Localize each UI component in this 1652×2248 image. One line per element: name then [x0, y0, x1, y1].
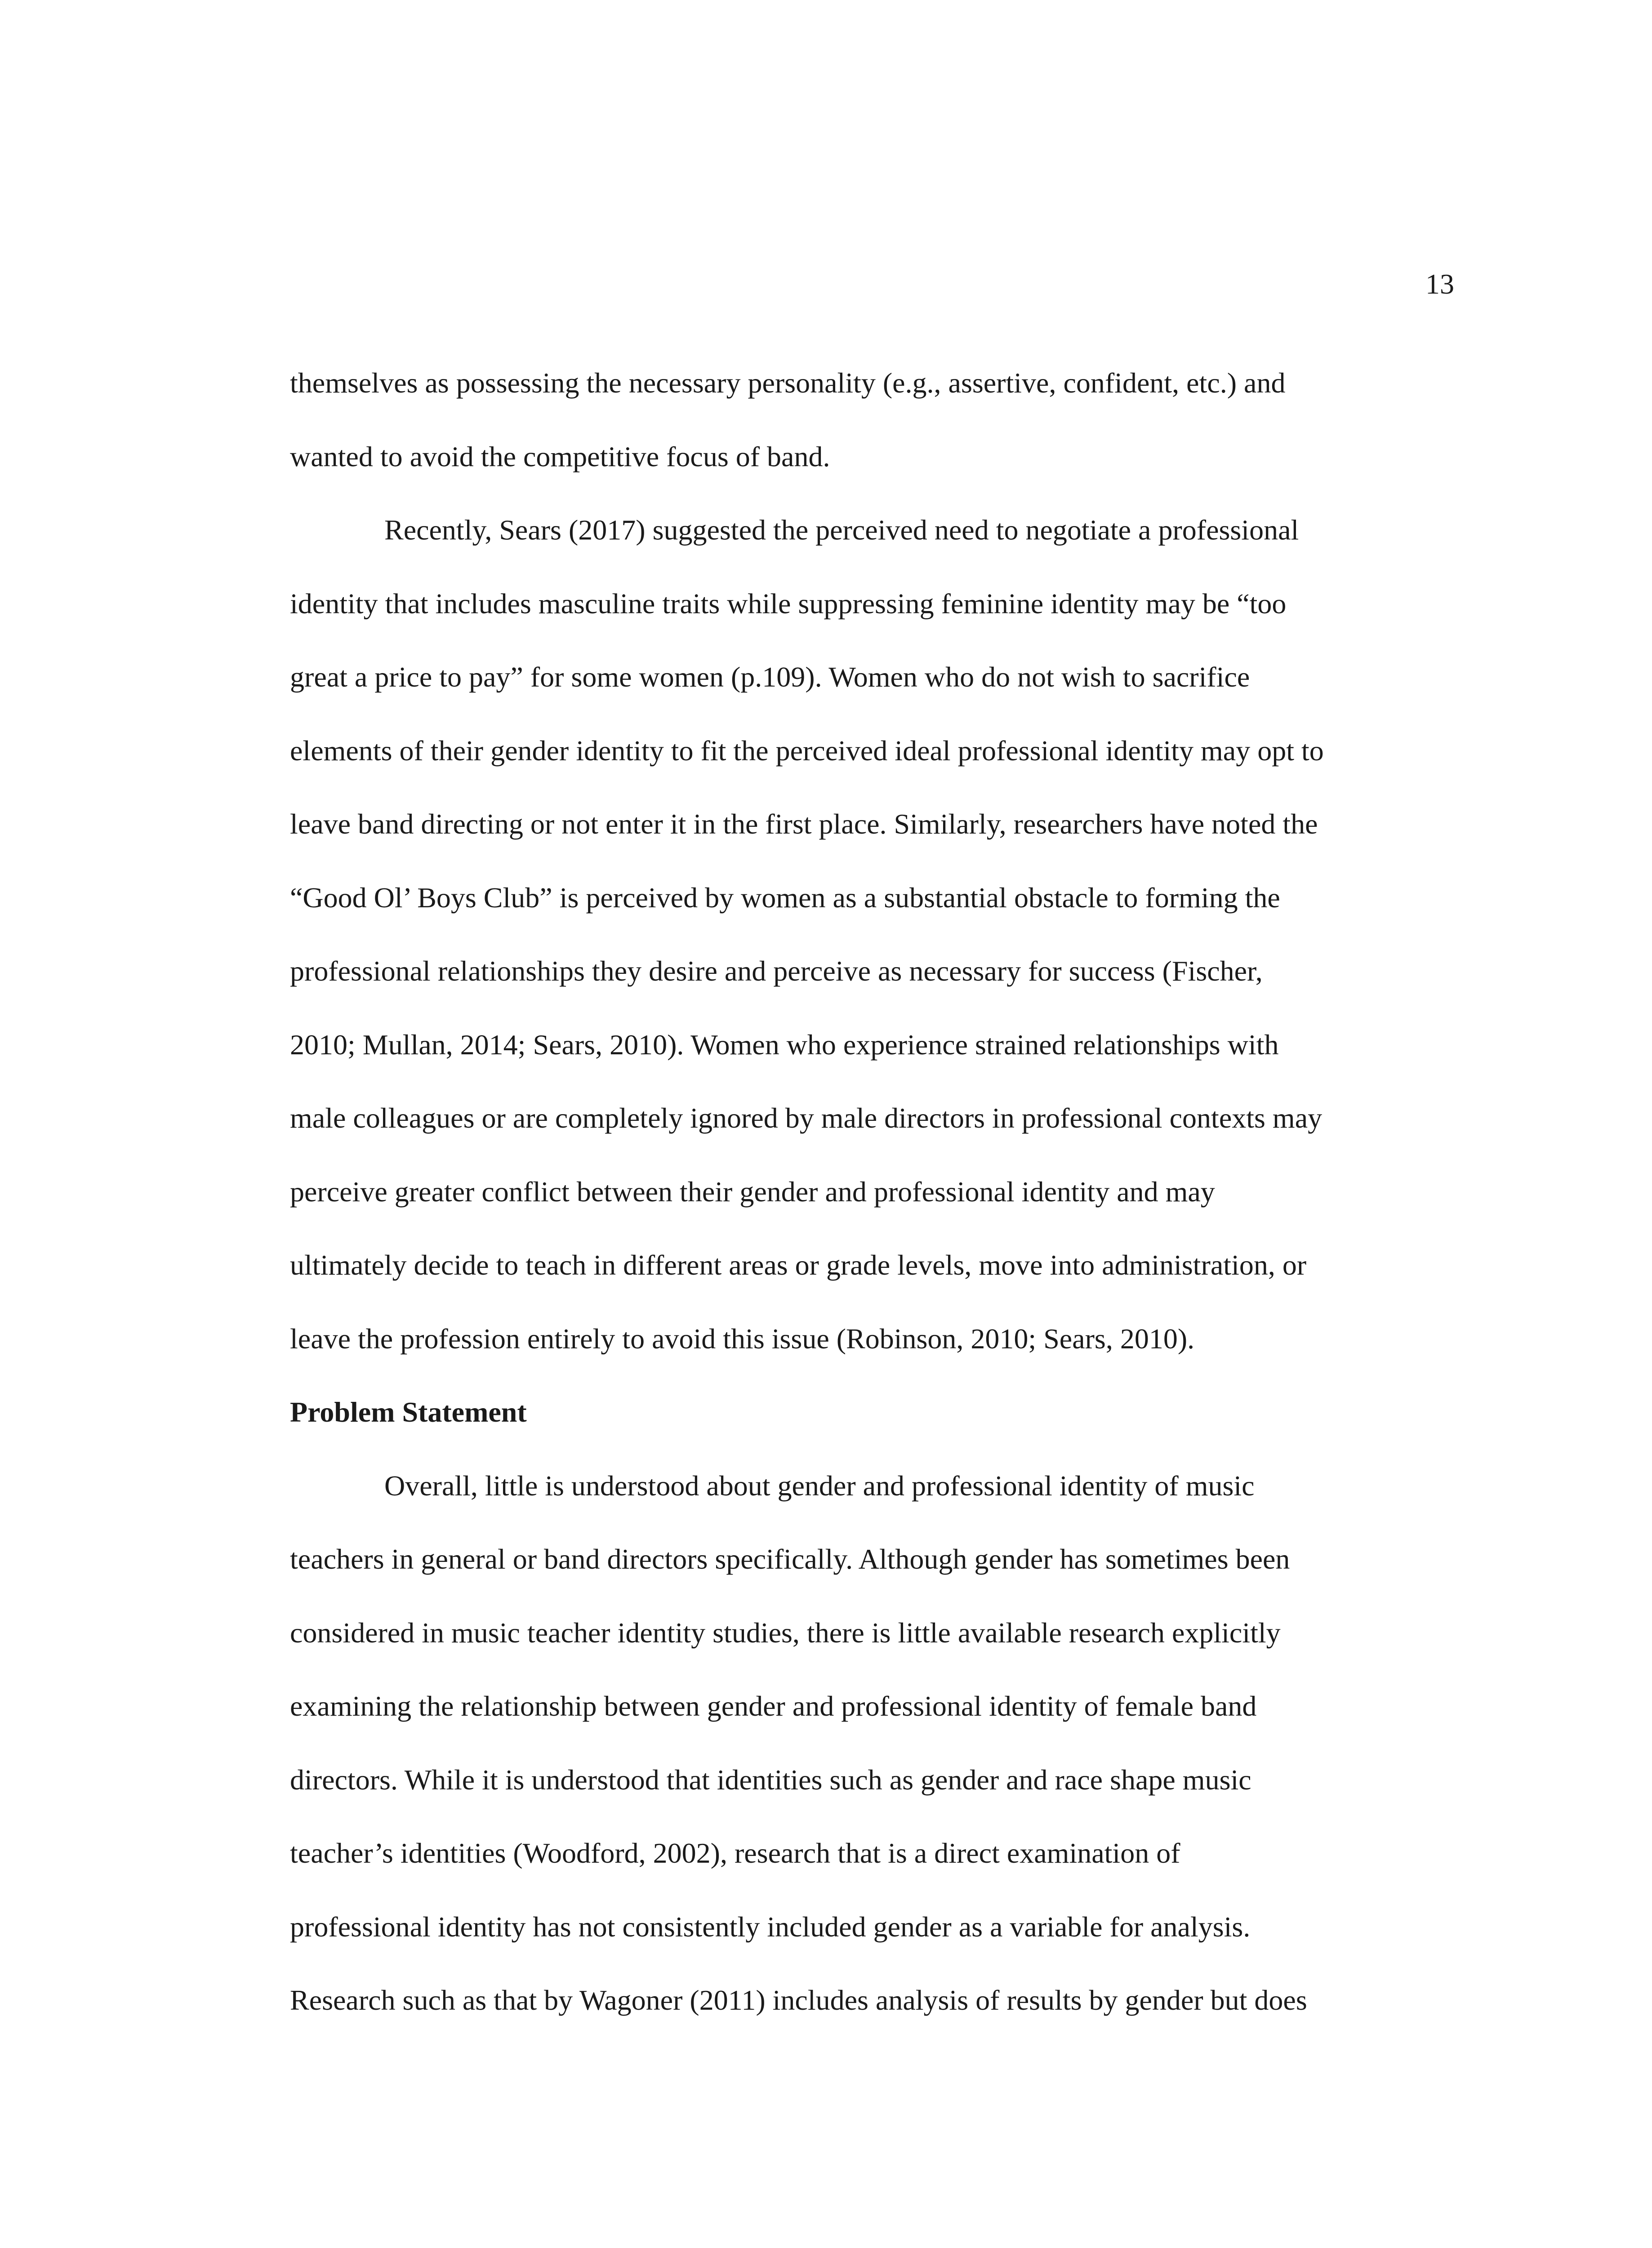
text-line: identity that includes masculine traits while suppressing feminine identity may be “too [290, 588, 1287, 620]
page-number: 13 [1425, 268, 1454, 300]
text-line: Recently, Sears (2017) suggested the perceived need to negotiate a professional [384, 514, 1299, 546]
text-line: great a price to pay” for some women (p.109). Women who do not wish to sacrifice [290, 661, 1250, 693]
section-heading: Problem Statement [290, 1396, 527, 1428]
text-line: perceive greater conflict between their gender and professional identity and may [290, 1176, 1215, 1208]
text-line: teacher’s identities (Woodford, 2002), research that is a direct examination of [290, 1837, 1180, 1869]
text-line: considered in music teacher identity studies, there is little available research explicitly [290, 1617, 1281, 1649]
text-line: leave the profession entirely to avoid this issue (Robinson, 2010; Sears, 2010). [290, 1323, 1195, 1355]
text-line: male colleagues or are completely ignored by male directors in professional contexts may [290, 1102, 1322, 1134]
text-line: ultimately decide to teach in different areas or grade levels, move into administration, or [290, 1249, 1307, 1281]
text-line: teachers in general or band directors specifically. Although gender has sometimes been [290, 1543, 1290, 1575]
text-line: examining the relationship between gender and professional identity of female band [290, 1690, 1257, 1722]
text-line: 2010; Mullan, 2014; Sears, 2010). Women who experience strained relationships with [290, 1029, 1279, 1061]
text-line: leave band directing or not enter it in the first place. Similarly, researchers have noted the [290, 808, 1318, 840]
text-line: elements of their gender identity to fit the perceived ideal professional identity may opt to [290, 735, 1324, 767]
text-line: Research such as that by Wagoner (2011) includes analysis of results by gender but does [290, 1984, 1307, 2016]
text-line: professional identity has not consistently included gender as a variable for analysis. [290, 1911, 1251, 1943]
text-line: themselves as possessing the necessary personality (e.g., assertive, confident, etc.) and [290, 367, 1286, 399]
text-line: wanted to avoid the competitive focus of band. [290, 441, 830, 473]
text-line: directors. While it is understood that identities such as gender and race shape music [290, 1764, 1251, 1796]
text-line: “Good Ol’ Boys Club” is perceived by women as a substantial obstacle to forming the [290, 882, 1280, 914]
text-line: Overall, little is understood about gender and professional identity of music [384, 1470, 1255, 1502]
text-line: professional relationships they desire and perceive as necessary for success (Fischer, [290, 955, 1263, 987]
